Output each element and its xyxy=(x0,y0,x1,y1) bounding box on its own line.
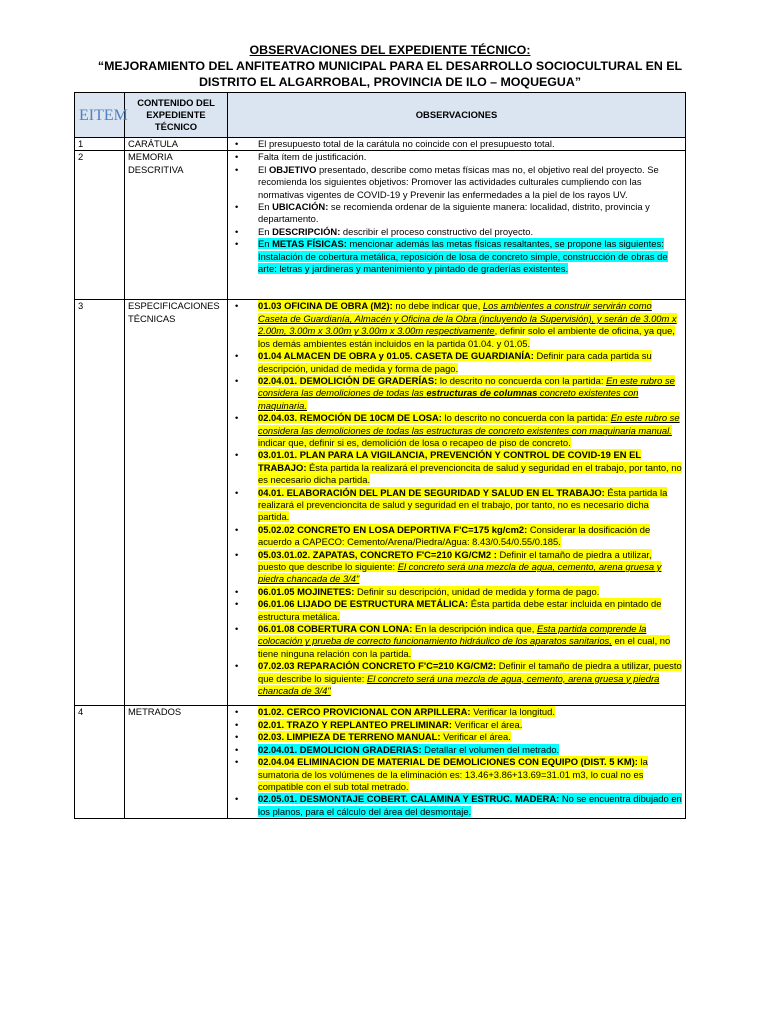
observation-text: mencionar además las metas físicas resaltantes, se propone las siguientes: Instalación de cobertura metálica, reposición de losa de concreto simple, construcción de obras de arte: letras y jardineras y mantenimiento y pintado de graderías existentes. xyxy=(258,238,668,275)
observation-text: 02.04.01. DEMOLICIÓN DE GRADERÍAS: xyxy=(258,374,438,386)
observation-text: El concreto será una mezcla de agua, cemento, arena gruesa y piedra chancada de 3/4" xyxy=(258,561,662,585)
table-body xyxy=(75,138,686,819)
observation-text: 06.01.06 LIJADO DE ESTRUCTURA METÁLICA: xyxy=(258,598,469,610)
observation-text: 07.02.03 REPARACIÓN CONCRETO F'C=210 KG/CM2: xyxy=(258,660,497,672)
observation-text: 02.04.01. DEMOLICION GRADERIAS: xyxy=(258,743,422,755)
observation-item xyxy=(231,793,682,818)
observation-text: en el cual, no tiene ninguna relación con la partida. xyxy=(258,635,671,659)
observation-item xyxy=(231,706,682,718)
observation-item xyxy=(231,524,682,549)
title-line-3: DISTRITO EL ALGARROBAL, PROVINCIA DE ILO – MOQUEGUA” xyxy=(198,75,582,89)
observation-text: En este rubro se considera las demoliciones de todas las xyxy=(258,374,675,399)
observation-text: se recomienda ordenar de la siguiente manera: localidad, distrito, provincia y departamento. xyxy=(258,201,650,225)
row-number: 4 xyxy=(75,706,125,819)
observation-item xyxy=(231,151,682,163)
observation-text: OBJETIVO xyxy=(268,163,317,175)
table-row xyxy=(75,300,686,706)
observation-list xyxy=(231,706,682,818)
observation-item xyxy=(231,375,682,412)
observation-text: Ésta partida la realizará el prevencioncita de salud y seguridad en el trabajo, por tanto, no es necesario dicha partida. xyxy=(258,486,668,523)
row-section-label: CARÁTULA xyxy=(125,138,228,151)
observation-text: indicar que, definir si es, demolición de losa o recapeo de piso de concreto. xyxy=(258,436,571,448)
observation-item xyxy=(231,412,682,449)
observation-item xyxy=(231,138,682,150)
observation-text: la sumatoria de los volúmenes de la eliminación es: 13.46+3.86+13.69=31.01 m3, lo cual no es compatible con el sub total metrado. xyxy=(258,756,648,792)
observations-table xyxy=(74,92,686,819)
observation-text: 05.02.02 CONCRETO EN LOSA DEPORTIVA F'C=175 kg/cm2: xyxy=(258,523,528,535)
observation-item xyxy=(231,660,682,697)
observation-text: Verificar el área. xyxy=(451,718,523,730)
observation-text: Definir para cada partida su descripción, unidad de medida y forma de pago. xyxy=(258,350,652,374)
header-contenido: CONTENIDO DEL EXPEDIENTE TÉCNICO xyxy=(125,93,228,138)
observation-text: En la descripción indica que, xyxy=(412,623,537,635)
observation-item xyxy=(231,586,682,598)
observation-text: 06.01.05 MOJINETES: xyxy=(258,585,355,597)
observation-item xyxy=(231,719,682,731)
observation-text: presentado, describe como metas físicas mas no, el objetivo real del proyecto. Se recomienda los siguientes objetivos: Promover las actividades culturales cumpliendo con las normativas vigentes de COVID-19 y Prevenir las enfermedades a la piel de los rayos UV. xyxy=(258,163,659,200)
row-observations xyxy=(228,151,686,300)
observation-text: lo descrito no concuerda con la partida: xyxy=(437,374,607,386)
observation-text: 02.05.01. DESMONTAJE COBERT. CALAMINA Y ESTRUC. MADERA: xyxy=(258,793,560,805)
observation-item xyxy=(231,226,682,238)
observation-text: En este rubro se considera las demoliciones de todas las estructuras de concreto existentes con maquinaria manual. xyxy=(258,412,680,436)
title-line-2: “MEJORAMIENTO DEL ANFITEATRO MUNICIPAL PARA EL DESARROLLO SOCIOCULTURAL EN EL xyxy=(97,59,683,73)
header-item: EITEM xyxy=(75,93,125,138)
observation-text: 04.01. ELABORACIÓN DEL PLAN DE SEGURIDAD Y SALUD EN EL TRABAJO: xyxy=(258,486,605,498)
table-row xyxy=(75,151,686,300)
observation-text: En xyxy=(258,201,273,213)
observation-text: no debe indicar que, xyxy=(392,300,483,312)
table-row xyxy=(75,138,686,151)
observation-text: El xyxy=(258,163,269,175)
observation-item xyxy=(231,487,682,524)
observation-item xyxy=(231,756,682,793)
row-section-label: METRADOS xyxy=(125,706,228,819)
observation-text: Verificar la longitud. xyxy=(470,706,555,718)
observation-text: 01.02. CERCO PROVICIONAL CON ARPILLERA: xyxy=(258,706,471,718)
observation-text: 02.04.04 ELIMINACION DE MATERIAL DE DEMOLICIONES CON EQUIPO (DIST. 5 KM): xyxy=(258,756,638,768)
observation-text: 02.03. LIMPIEZA DE TERRENO MANUAL: xyxy=(258,731,441,743)
observation-text: Esta partida comprende la colocación y prueba de correcto funcionamiento hidráulico de los aparatos sanitarios, xyxy=(258,623,647,647)
observation-text: El presupuesto total de la carátula no coincide con el presupuesto total. xyxy=(258,138,555,149)
observation-text: UBICACIÓN: xyxy=(272,201,329,213)
observation-list xyxy=(231,300,682,697)
observation-text: 06.01.08 COBERTURA CON LONA: xyxy=(258,623,413,635)
header-observaciones: OBSERVACIONES xyxy=(228,93,686,138)
row-number: 3 xyxy=(75,300,125,706)
observation-text: Definir el tamaño de piedra a utilizar, puesto que describe lo siguiente: xyxy=(258,660,682,684)
observation-text: METAS FÍSICAS: xyxy=(272,238,347,250)
observation-text: El concreto será una mezcla de agua, cemento, arena gruesa y piedra chancada de 3/4" xyxy=(258,672,660,697)
title-line-1: OBSERVACIONES DEL EXPEDIENTE TÉCNICO: xyxy=(249,43,531,57)
observation-item xyxy=(231,164,682,201)
observation-item xyxy=(231,744,682,756)
observation-item xyxy=(231,449,682,486)
row-observations xyxy=(228,300,686,706)
observation-text: lo descrito no concuerda con la partida: xyxy=(441,412,611,424)
row-number: 1 xyxy=(75,138,125,151)
observation-text: 02.01. TRAZO Y REPLANTEO PRELIMINAR: xyxy=(258,718,452,730)
observation-text: describir el proceso constructivo del proyecto. xyxy=(340,225,534,237)
observation-item xyxy=(231,598,682,623)
row-observations xyxy=(228,706,686,819)
observation-text: Definir su descripción, unidad de medida y forma de pago. xyxy=(354,585,600,597)
row-observations xyxy=(228,138,686,151)
observation-text: Detallar el volumen del metrado. xyxy=(421,743,560,755)
observation-text: En xyxy=(258,238,273,250)
observation-text: Ésta partida debe estar incluida en pintado de estructura metálica. xyxy=(258,598,662,622)
row-section-label: MEMORIA DESCRITIVA xyxy=(125,151,228,300)
observation-text: Verificar el área. xyxy=(440,731,511,743)
observation-text: 01.03 OFICINA DE OBRA (M2): xyxy=(258,300,393,312)
observation-item xyxy=(231,201,682,226)
row-section-label: ESPECIFICACIONES TÉCNICAS xyxy=(125,300,228,706)
observation-text: Ésta partida la realizará el prevencioncita de salud y seguridad en el trabajo, por tanto, no es necesario dicha partida. xyxy=(258,461,682,486)
row-number: 2 xyxy=(75,151,125,300)
observation-list xyxy=(231,151,682,275)
document-title xyxy=(60,42,720,90)
observation-text: estructuras de columnas xyxy=(426,387,538,399)
observation-item xyxy=(231,350,682,375)
observation-text: concreto existentes con maquinaria. xyxy=(258,387,639,411)
table-row xyxy=(75,706,686,819)
observation-text: 02.04.03. REMOCIÓN DE 10CM DE LOSA: xyxy=(258,412,442,424)
observation-text: 01.04 ALMACEN DE OBRA y 01.05. CASETA DE GUARDIANÍA: xyxy=(258,350,534,362)
observation-list xyxy=(231,138,682,150)
observation-item xyxy=(231,238,682,275)
observation-text: , definir solo el ambiente de oficina, ya que, los demás ambientes están incluidos en la partida 01.04. y 01.05. xyxy=(258,325,675,349)
observation-text: Falta ítem de justificación. xyxy=(258,151,367,163)
observation-text: Los ambientes a construir servirán como Caseta de Guardianía, Almacén y Oficina de la Obra (incluyendo la Supervisión), y serán de 3.00m x 2.00m, 3.00m x 3.00m y 3.00m x 3.00m respectivamente xyxy=(258,300,677,337)
observation-text: Considerar la dosificación de acuerdo a CAPECO: Cemento/Arena/Piedra/Agua: 8.43/0.54/0.55/0.185. xyxy=(258,523,651,548)
observation-text: No se encuentra dibujado en los planos, para el cálculo del área del desmontaje. xyxy=(258,793,682,817)
observation-text: Definir el tamaño de piedra a utilizar, puesto que describe lo siguiente: xyxy=(258,548,652,572)
observation-text: En xyxy=(258,225,273,237)
observation-text: DESCRIPCIÓN: xyxy=(272,225,341,237)
observation-text: 03.01.01. PLAN PARA LA VIGILANCIA, PREVENCIÓN Y CONTROL DE COVID-19 EN EL TRABAJO: xyxy=(258,449,642,473)
observation-text: 05.03.01.02. ZAPATAS, CONCRETO F'C=210 KG/CM2 : xyxy=(258,548,497,560)
observation-item xyxy=(231,731,682,743)
observation-item xyxy=(231,623,682,660)
observation-item xyxy=(231,300,682,350)
table-header-row xyxy=(75,93,686,138)
observation-item xyxy=(231,549,682,586)
